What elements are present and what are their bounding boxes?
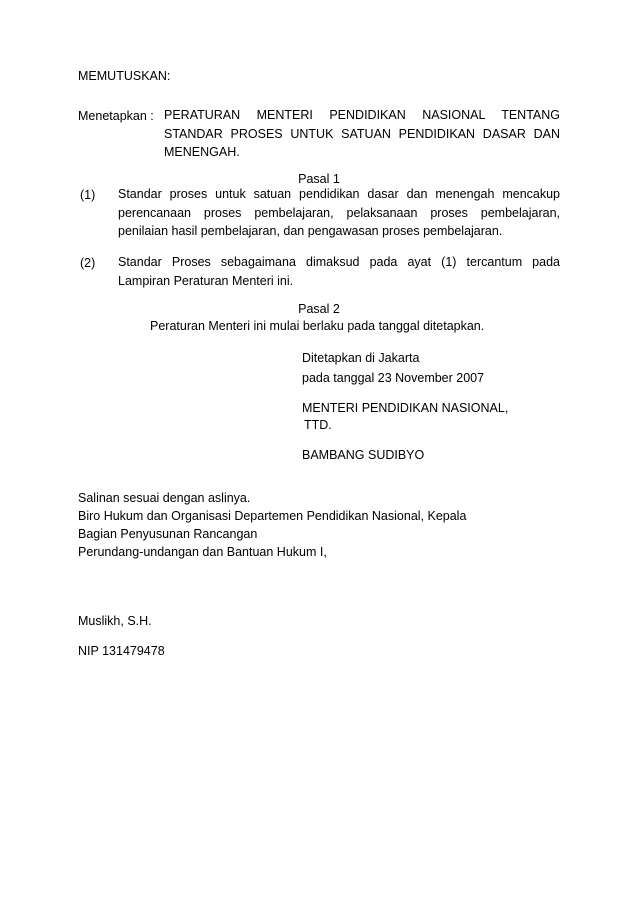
article-1-item-line: Lampiran Peraturan Menteri ini.	[118, 273, 294, 288]
establish-label: Menetapkan :	[78, 109, 154, 123]
signature-signed-mark: TTD.	[304, 418, 332, 432]
article-1-item-text	[118, 253, 560, 290]
signature-name: BAMBANG SUDIBYO	[302, 448, 425, 462]
article-1-item-line: penilaian hasil pembelajaran, dan pengawasan proses pembelajaran.	[118, 224, 503, 238]
article-2-text: Peraturan Menteri ini mulai berlaku pada tanggal ditetapkan.	[150, 319, 485, 333]
establish-text	[164, 106, 560, 162]
article-1-item-text	[118, 185, 560, 241]
signature-position: MENTERI PENDIDIKAN NASIONAL,	[302, 401, 509, 415]
official-name: Muslikh, S.H.	[78, 614, 152, 628]
article-1-item-line: perencanaan proses pembelajaran, pelaksanaan proses pembelajaran,	[118, 205, 560, 220]
signature-place: Ditetapkan di Jakarta	[302, 351, 420, 365]
signature-date: pada tanggal 23 November 2007	[302, 371, 485, 385]
decision-heading: MEMUTUSKAN:	[78, 69, 171, 83]
establish-line: PERATURAN MENTERI PENDIDIKAN NASIONAL TENTANG	[164, 108, 560, 122]
certification-line: Perundang-undangan dan Bantuan Hukum I,	[78, 545, 327, 559]
article-1-item-number: (2)	[80, 256, 96, 270]
official-nip: NIP 131479478	[78, 644, 165, 658]
certification-line: Salinan sesuai dengan aslinya.	[78, 491, 251, 505]
article-1-item-number: (1)	[80, 188, 96, 202]
certification-line: Biro Hukum dan Organisasi Departemen Pendidikan Nasional, Kepala	[78, 509, 467, 523]
article-1-title: Pasal 1	[298, 172, 340, 186]
certification-line: Bagian Penyusunan Rancangan	[78, 527, 258, 541]
article-1-item-line: Standar proses untuk satuan pendidikan dasar dan menengah mencakup	[118, 187, 560, 201]
article-1-item-line: Standar Proses sebagaimana dimaksud pada ayat (1) tercantum pada	[118, 255, 560, 269]
article-2-title: Pasal 2	[298, 302, 340, 316]
establish-line: MENENGAH.	[164, 145, 240, 159]
establish-line: STANDAR PROSES UNTUK SATUAN PENDIDIKAN DASAR DAN	[164, 126, 560, 141]
